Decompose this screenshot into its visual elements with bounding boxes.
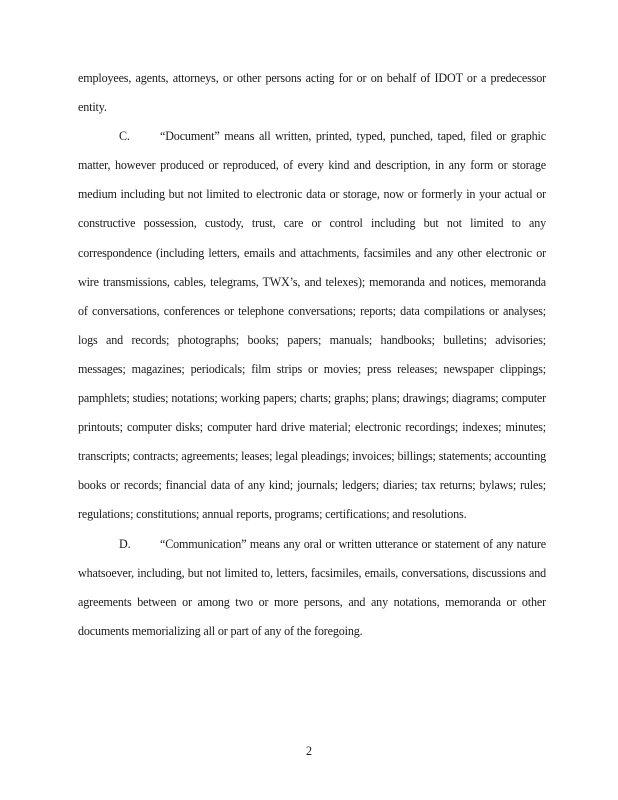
page-number: 2 <box>305 744 313 758</box>
paragraph-definition-c <box>78 122 546 529</box>
paragraph-continuation-text: employees, agents, attorneys, or other persons acting for or on behalf of IDOT or a predecessor entity. <box>78 71 546 115</box>
paragraph-definition-d <box>78 530 546 646</box>
paragraph-definition-c-text: “Document” means all written, printed, typed, punched, taped, filed or graphic matter, however produced or reproduced, of every kind and description, in any form or storage medium including but not limited to electronic data or storage, now or formerly in your actual or constructive possession, custody, trust, care or control including but not limited to any correspondence (including letters, emails and attachments, facsimiles and any other electronic or wire transmissions, cables, telegrams, TWX’s, and telexes); memoranda and notices, memoranda of conversations, conferences or telephone conversations; reports; data compilations or analyses; logs and records; photographs; books; papers; manuals; handbooks; bulletins; advisories; messages; magazines; periodicals; film strips or movies; press releases; newspaper clippings; pamphlets; studies; notations; working papers; charts; graphs; plans; drawings; diagrams; computer printouts; computer disks; computer hard drive material; electronic recordings; indexes; minutes; transcripts; contracts; agreements; leases; legal pleadings; invoices; billings; statements; accounting books or records; financial data of any kind; journals; ledgers; diaries; tax returns; bylaws; rules; regulations; constitutions; annual reports, programs; certifications; and resolutions. <box>78 129 546 522</box>
body-text <box>78 64 546 646</box>
paragraph-definition-d-text: “Communication” means any oral or written utterance or statement of any nature whatsoever, including, but not limited to, letters, facsimiles, emails, conversations, discussions and agreements between or among two or more persons, and any notations, memoranda or other documents memorializing all or part of any of the foregoing. <box>78 536 546 638</box>
paragraph-label-d: D. <box>119 536 131 551</box>
paragraph-continuation <box>78 64 546 122</box>
paragraph-label-c: C. <box>119 129 130 144</box>
